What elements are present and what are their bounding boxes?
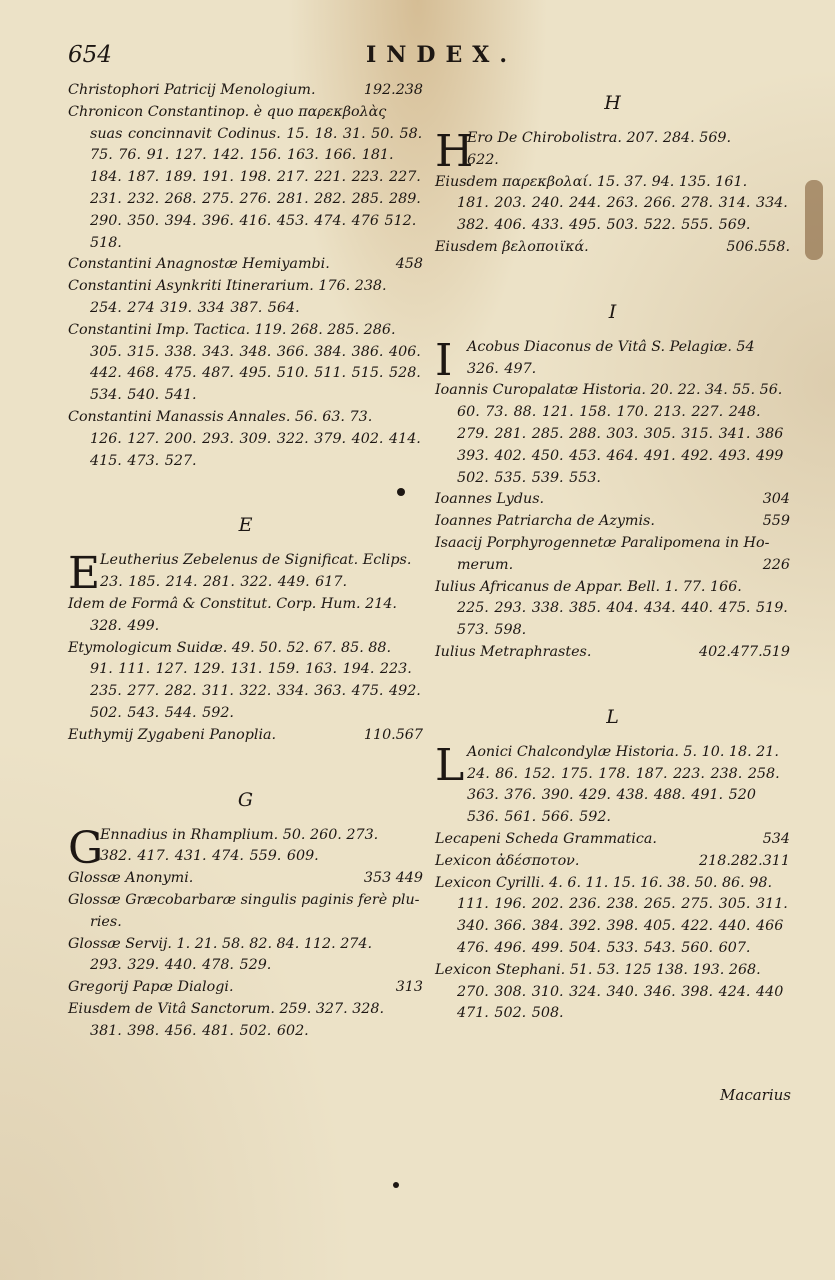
index-entry <box>435 873 790 960</box>
entry-title: Eiusdem βελοποιϊκά. <box>435 238 589 255</box>
index-entry <box>68 407 423 472</box>
index-section <box>435 259 790 664</box>
section-spacer <box>68 747 423 777</box>
index-entry <box>68 548 423 600</box>
entry-references-text: 181. 203. 240. 244. 263. 266. 278. 314. 334. 382. 406. 433. 495. 503. 522. 555. 569. <box>457 195 788 234</box>
entry-references <box>68 124 423 255</box>
entry-references <box>68 1021 423 1043</box>
entry-title: Constantini Asynkriti Itinerarium. 176. 238. <box>68 278 387 295</box>
drop-capital: G <box>68 822 104 874</box>
drop-capital: L <box>435 739 465 791</box>
entry-title: Acobus Diaconus de Vitâ S. Pelagiæ. 54 <box>467 338 755 355</box>
index-entry <box>435 489 790 511</box>
index-entry <box>435 851 790 873</box>
entry-title: Lexicon Stephani. 51. 53. 125 138. 193. 268. <box>435 961 761 978</box>
entry-references-text: 24. 86. 152. 175. 178. 187. 223. 238. 258. 363. 376. 390. 429. 438. 488. 491. 520 536. 561. 566. 592. <box>467 765 780 826</box>
index-entry <box>68 594 423 638</box>
index-entry <box>435 126 790 177</box>
entry-references-text: 381. 398. 456. 481. 502. 602. <box>90 1022 309 1039</box>
entry-references-text: 225. 293. 338. 385. 404. 434. 440. 475. 519. 573. 598. <box>457 600 788 639</box>
entry-page-ref: 353 449 <box>363 870 423 887</box>
index-entry <box>435 577 790 642</box>
entry-page-ref: 506.558. <box>726 238 790 255</box>
entry-title: Ennadius in Rhamplium. 50. 260. 273. <box>100 826 379 843</box>
entry-title: Euthymij Zygabeni Panoplia. <box>68 726 277 743</box>
index-entry <box>435 511 790 533</box>
entry-references-text: 305. 315. 338. 343. 348. 366. 384. 386. 406. 442. 468. 475. 487. 495. 510. 511. 515. 528. 534. 540. 541. <box>90 343 421 404</box>
entry-title: Leutherius Zebelenus de Significat. Eclips. <box>100 552 412 569</box>
entry-references <box>68 342 423 407</box>
entry-title: Iulius Africanus de Appar. Bell. 1. 77. 166. <box>435 578 742 595</box>
entry-page-ref: 226 <box>762 556 790 573</box>
entry-title: Chronicon Constantinop. è quo παρεκβολὰς <box>68 103 387 120</box>
index-section <box>435 90 790 259</box>
left-column <box>68 80 423 1042</box>
entry-references <box>68 429 423 473</box>
section-spacer <box>68 472 423 502</box>
entry-title: Ioannes Patriarcha de Azymis. <box>435 513 655 530</box>
entry-references <box>68 955 423 977</box>
entry-title: Etymologicum Suidæ. 49. 50. 52. 67. 85. 88. <box>68 639 392 656</box>
section-spacer <box>435 259 790 289</box>
entry-title: Idem de Formâ & Constitut. Corp. Hum. 214. <box>68 595 397 612</box>
entry-references <box>68 912 423 934</box>
entry-references <box>68 846 423 868</box>
entry-page-ref: 218.282.311 <box>699 852 790 869</box>
entry-references-text: 91. 111. 127. 129. 131. 159. 163. 194. 223. 235. 277. 282. 311. 322. 334. 363. 475. 492. 502. 543. 544. 592. <box>90 661 421 721</box>
section-letter: E <box>238 514 253 537</box>
entry-references <box>435 764 790 829</box>
entry-page-ref: 534 <box>762 830 790 847</box>
entry-references <box>435 555 790 577</box>
section-letter: G <box>237 788 254 811</box>
index-section <box>68 747 423 1043</box>
entry-title: Ioannis Curopalatæ Historia. 20. 22. 34. 55. 56. <box>435 382 783 399</box>
index-entry <box>435 533 790 577</box>
index-entry <box>68 320 423 407</box>
index-entry <box>68 80 423 102</box>
entry-title: Ero De Chirobolistra. 207. 284. 569. <box>467 130 732 146</box>
entry-title: Lexicon ἀδέσποτον. <box>435 852 580 869</box>
entry-page-ref: 313 <box>395 979 423 996</box>
ink-dot <box>393 1182 399 1188</box>
index-entry <box>435 334 790 386</box>
entry-references <box>68 572 423 594</box>
entry-references-text: 23. 185. 214. 281. 322. 449. 617. <box>100 574 348 591</box>
index-section <box>68 472 423 746</box>
index-entry <box>435 172 790 237</box>
section-spacer <box>435 664 790 694</box>
entry-references-text: 293. 329. 440. 478. 529. <box>90 957 272 974</box>
entry-references <box>435 894 790 959</box>
entry-page-ref: 110.567 <box>363 726 423 743</box>
drop-capital: I <box>435 334 453 386</box>
index-section <box>68 80 423 472</box>
index-entry <box>68 977 423 999</box>
index-entry <box>435 380 790 489</box>
entry-references <box>68 659 423 724</box>
entry-page-ref: 559 <box>762 513 790 530</box>
section-letter: L <box>606 705 619 728</box>
entry-references-text: merum. <box>457 556 514 573</box>
entry-references-text: 126. 127. 200. 293. 309. 322. 379. 402. 414. 415. 473. 527. <box>90 430 421 469</box>
entry-title: Ioannes Lydus. <box>435 491 545 508</box>
entry-references <box>435 598 790 642</box>
index-section <box>435 664 790 1025</box>
drop-capital: E <box>68 548 101 600</box>
index-entry <box>435 237 790 259</box>
entry-title: Lecapeni Scheda Grammatica. <box>435 830 657 847</box>
entry-title: Lexicon Cyrilli. 4. 6. 11. 15. 16. 38. 50. 86. 98. <box>435 874 772 891</box>
entry-references <box>435 982 790 1026</box>
entry-page-ref: 304 <box>762 491 790 508</box>
index-entry <box>68 890 423 934</box>
entry-references <box>435 359 790 381</box>
ink-dot <box>397 488 405 496</box>
index-entry <box>68 638 423 725</box>
entry-title: Constantini Manassis Annales. 56. 63. 73. <box>68 408 373 425</box>
index-entry <box>435 829 790 851</box>
entry-references-text: suas concinnavit Codinus. 15. 18. 31. 50. 58. 75. 76. 91. 127. 142. 156. 163. 166. 181. 184. 187. 189. 191. 198. 217. 221. 223. 227. 231. 232. 268. 275. 276. 281. 282. 285. 289. 290. 350. 394. 396. 416. 453. 474. 476 512. 518. <box>90 125 423 251</box>
entry-references-text: 328. 499. <box>90 617 160 634</box>
catchword: Macarius <box>720 1086 791 1104</box>
index-entry <box>68 254 423 276</box>
entry-references-text: 326. 497. <box>467 360 537 377</box>
entry-references <box>68 298 423 320</box>
page-number: 654 <box>68 42 112 68</box>
paper-stain <box>805 180 823 260</box>
index-entry <box>68 276 423 320</box>
entry-references-text: 254. 274 319. 334 387. 564. <box>90 299 300 316</box>
section-letter: I <box>608 300 617 323</box>
entry-page-ref: 192.238 <box>363 82 423 98</box>
index-entry <box>68 725 423 747</box>
index-entry <box>68 102 423 255</box>
entry-references-text: 622. <box>467 151 499 168</box>
entry-page-ref: 402.477.519 <box>699 643 790 660</box>
entry-title: Iulius Metraphrastes. <box>435 643 592 660</box>
entry-page-ref: 458 <box>395 256 423 273</box>
entry-title: Glossæ Anonymi. <box>68 870 194 887</box>
index-entry <box>68 822 423 874</box>
entry-references-text: 382. 417. 431. 474. 559. 609. <box>100 848 319 865</box>
entry-title: Christophori Patricij Menologium. <box>68 82 316 98</box>
right-column <box>435 80 790 1025</box>
section-letter: H <box>604 92 621 114</box>
entry-references-text: 111. 196. 202. 236. 238. 265. 275. 305. 311. 340. 366. 384. 392. 398. 405. 422. 440. 466 476. 496. 499. 504. 533. 543. 560. 607. <box>457 896 788 956</box>
index-entry <box>435 642 790 664</box>
index-entry <box>435 960 790 1025</box>
entry-title: Constantini Anagnostæ Hemiyambi. <box>68 256 330 273</box>
index-entry <box>68 868 423 890</box>
index-entry <box>68 934 423 978</box>
entry-references <box>68 616 423 638</box>
entry-references <box>435 402 790 489</box>
index-entry <box>68 999 423 1043</box>
entry-references-text: 60. 73. 88. 121. 158. 170. 213. 227. 248. 279. 281. 285. 288. 303. 305. 315. 341. 386 393. 402. 450. 453. 464. 491. 492. 493. 499 502. 535. 539. 553. <box>457 404 784 486</box>
index-entry <box>435 739 790 829</box>
entry-references-text: 270. 308. 310. 324. 340. 346. 398. 424. 440 471. 502. 508. <box>457 983 784 1022</box>
drop-capital: H <box>435 126 474 177</box>
entry-references-text: ries. <box>90 913 122 930</box>
entry-title: Aonici Chalcondylæ Historia. 5. 10. 18. 21. <box>467 743 779 760</box>
entry-references <box>435 193 790 237</box>
entry-title: Glossæ Græcobarbaræ singulis paginis ferè plu- <box>68 891 420 908</box>
entry-title: Constantini Imp. Tactica. 119. 268. 285. 286. <box>68 321 396 338</box>
entry-title: Gregorij Papæ Dialogi. <box>68 979 234 996</box>
entry-title: Glossæ Servij. 1. 21. 58. 82. 84. 112. 274. <box>68 935 373 952</box>
entry-title: Isaacij Porphyrogennetæ Paralipomena in Ho- <box>435 534 770 551</box>
entry-references <box>435 150 790 172</box>
running-title: INDEX. <box>366 42 517 68</box>
entry-title: Eiusdem παρεκβολαί. 15. 37. 94. 135. 161. <box>435 173 748 190</box>
entry-title: Eiusdem de Vitâ Sanctorum. 259. 327. 328. <box>68 1000 385 1017</box>
